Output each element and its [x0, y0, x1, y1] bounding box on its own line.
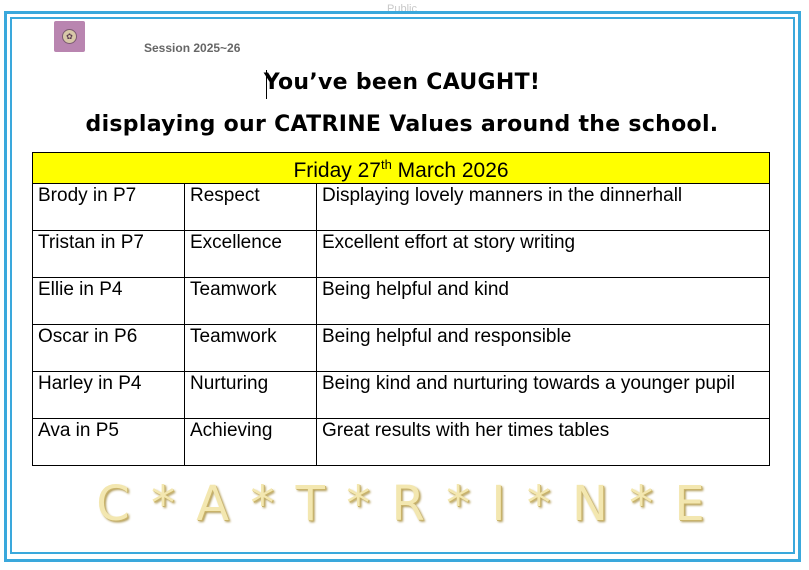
table-row: [33, 372, 770, 419]
awards-table: [32, 152, 770, 466]
reason-cell[interactable]: Being helpful and kind: [317, 278, 770, 325]
reason-cell[interactable]: Excellent effort at story writing: [317, 231, 770, 278]
date-header[interactable]: [33, 153, 770, 184]
value-cell[interactable]: Nurturing: [185, 372, 317, 419]
value-cell[interactable]: Teamwork: [185, 325, 317, 372]
date-header-row: [33, 153, 770, 184]
school-logo: [54, 21, 85, 52]
catrine-wordart: C * A * T * R * I * N * E: [96, 476, 708, 532]
reason-cell[interactable]: Being kind and nurturing towards a younger pupil: [317, 372, 770, 419]
table-row: [33, 325, 770, 372]
date-month-year: March 2026: [391, 159, 509, 182]
pupil-cell[interactable]: Brody in P7: [33, 184, 185, 231]
date-day: Friday 27: [293, 159, 381, 182]
table-row: [33, 184, 770, 231]
table-row: [33, 278, 770, 325]
reason-cell[interactable]: Great results with her times tables: [317, 419, 770, 466]
session-label: Session 2025~26: [144, 41, 241, 55]
pupil-cell[interactable]: Ava in P5: [33, 419, 185, 466]
pupil-cell[interactable]: Harley in P4: [33, 372, 185, 419]
school-badge-icon: ✿: [62, 29, 77, 44]
value-cell[interactable]: Teamwork: [185, 278, 317, 325]
table-row: [33, 419, 770, 466]
pupil-cell[interactable]: Ellie in P4: [33, 278, 185, 325]
pupil-cell[interactable]: Tristan in P7: [33, 231, 185, 278]
pupil-cell[interactable]: Oscar in P6: [33, 325, 185, 372]
value-cell[interactable]: Excellence: [185, 231, 317, 278]
date-ordinal: th: [380, 157, 392, 172]
table-row: [33, 231, 770, 278]
reason-cell[interactable]: Being helpful and responsible: [317, 325, 770, 372]
classification-label: Public: [387, 3, 417, 15]
value-cell[interactable]: Achieving: [185, 419, 317, 466]
title-values[interactable]: displaying our CATRINE Values around the school.: [85, 112, 719, 137]
reason-cell[interactable]: Displaying lovely manners in the dinnerhall: [317, 184, 770, 231]
value-cell[interactable]: Respect: [185, 184, 317, 231]
title-caught[interactable]: You’ve been CAUGHT!: [263, 70, 541, 95]
